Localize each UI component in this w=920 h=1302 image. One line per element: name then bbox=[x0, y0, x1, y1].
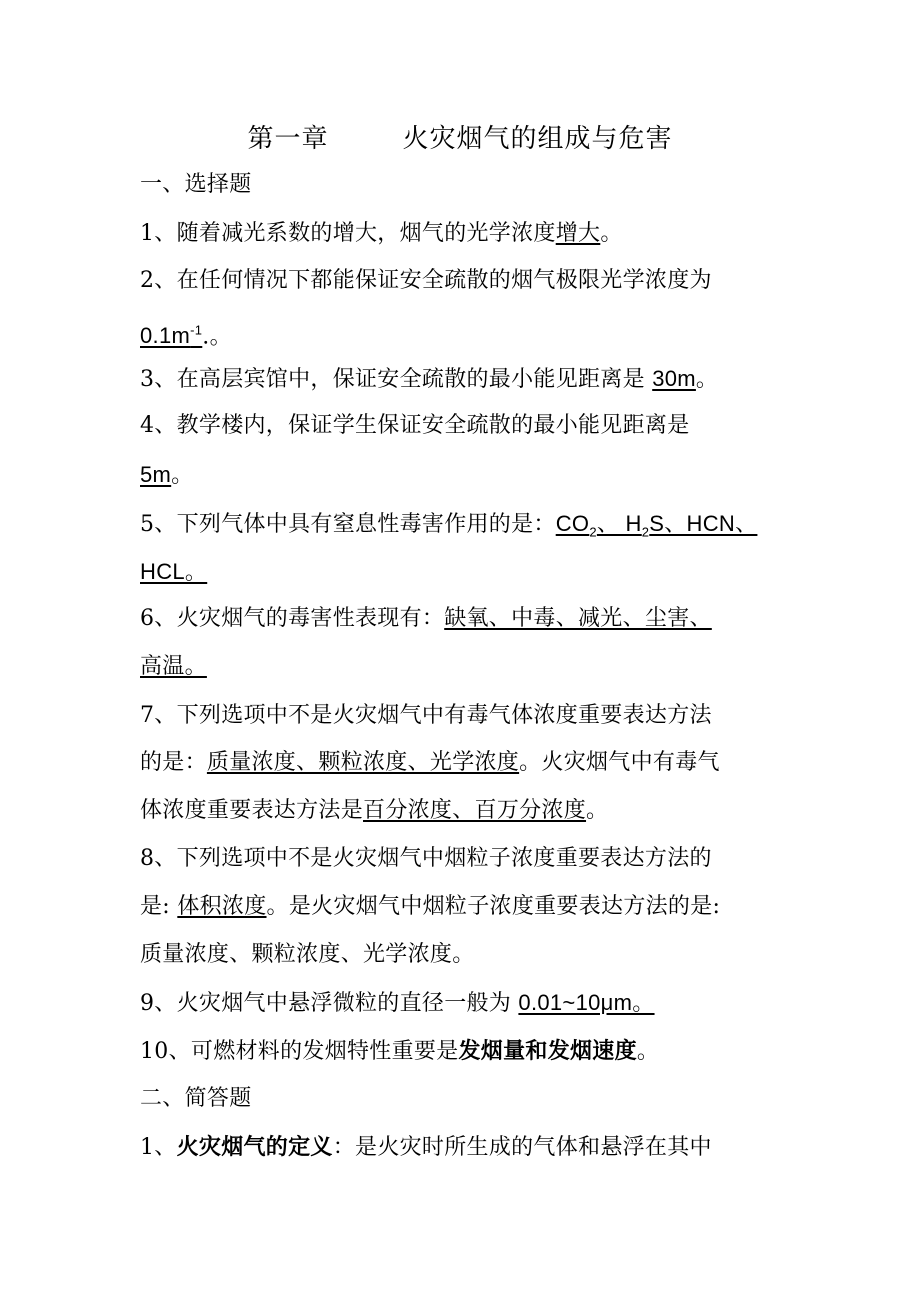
question-3: 3、在高层宾馆中，保证安全疏散的最小能见距离是 30m。 bbox=[140, 366, 719, 392]
answer-10: 发烟量和发烟速度 bbox=[458, 1038, 637, 1064]
answer-2: $0.1m^{-1}$ bbox=[140, 323, 203, 349]
answer-8: 体积浓度 bbox=[177, 894, 267, 919]
question-10: 10、可燃材料的发烟特性重要是发烟量和发烟速度。 bbox=[140, 1038, 660, 1064]
answer-4: 5m bbox=[140, 462, 172, 487]
answer-9: 0.01~10μm。 bbox=[518, 990, 655, 1015]
question-9: 9、火灾烟气中悬浮微粒的直径一般为 0.01~10μm。 bbox=[140, 990, 655, 1016]
section-heading-short-answer: 二、简答题 bbox=[140, 1086, 252, 1111]
question-7: 7、下列选项中不是火灾烟气中有毒气体浓度重要表达方法 bbox=[140, 703, 712, 728]
answer-5: $CO_2$、 $H_2S$、HCN、 bbox=[555, 511, 758, 540]
question-7-line-2: 的是：质量浓度、颗粒浓度、光学浓度。火灾烟气中有毒气 bbox=[140, 750, 720, 775]
question-4-answer-line: 5m。 bbox=[140, 462, 194, 488]
chapter-title: 第一章 火灾烟气的组成与危害 bbox=[247, 124, 673, 154]
answer-5-cont: HCL。 bbox=[140, 559, 208, 584]
answer-3: 30m bbox=[652, 366, 696, 391]
question-1: 1、随着减光系数的增大，烟气的光学浓度增大。 bbox=[140, 221, 623, 246]
short-answer-1: 1、火灾烟气的定义：是火灾时所生成的气体和悬浮在其中 bbox=[140, 1134, 712, 1160]
question-6: 6、火灾烟气的毒害性表现有：缺氧、中毒、减光、尘害、 bbox=[140, 606, 712, 631]
question-8: 8、下列选项中不是火灾烟气中烟粒子浓度重要表达方法的 bbox=[140, 846, 712, 871]
question-2: 2、在任何情况下都能保证安全疏散的烟气极限光学浓度为 bbox=[140, 268, 712, 293]
answer-6-cont: 高温。 bbox=[140, 654, 207, 679]
term-smoke-definition: 火灾烟气的定义 bbox=[176, 1134, 333, 1160]
answer-7a: 质量浓度、颗粒浓度、光学浓度 bbox=[206, 750, 520, 775]
answer-6: 缺氧、中毒、减光、尘害、 bbox=[444, 606, 712, 631]
question-8-line-2: 是: 体积浓度。是火灾烟气中烟粒子浓度重要表达方法的是: bbox=[140, 894, 721, 919]
question-5: 5、下列气体中具有窒息性毒害作用的是：$CO_2$、 $H_2S$、HCN、 bbox=[140, 511, 758, 540]
answer-1: 增大 bbox=[555, 221, 601, 246]
answer-7b: 百分浓度、百万分浓度 bbox=[363, 798, 587, 823]
question-2-answer-line: $0.1m^{-1}$.。 bbox=[140, 323, 232, 350]
question-6-answer-line bbox=[140, 652, 790, 682]
question-7-line-3: 体浓度重要表达方法是百分浓度、百万分浓度。 bbox=[140, 798, 609, 823]
question-8-line-3: 质量浓度、颗粒浓度、光学浓度。 bbox=[140, 942, 475, 967]
section-heading-choice: 一、选择题 bbox=[140, 172, 252, 197]
question-4: 4、教学楼内，保证学生保证安全疏散的最小能见距离是 bbox=[140, 413, 690, 438]
question-5-answer-line bbox=[140, 557, 790, 588]
